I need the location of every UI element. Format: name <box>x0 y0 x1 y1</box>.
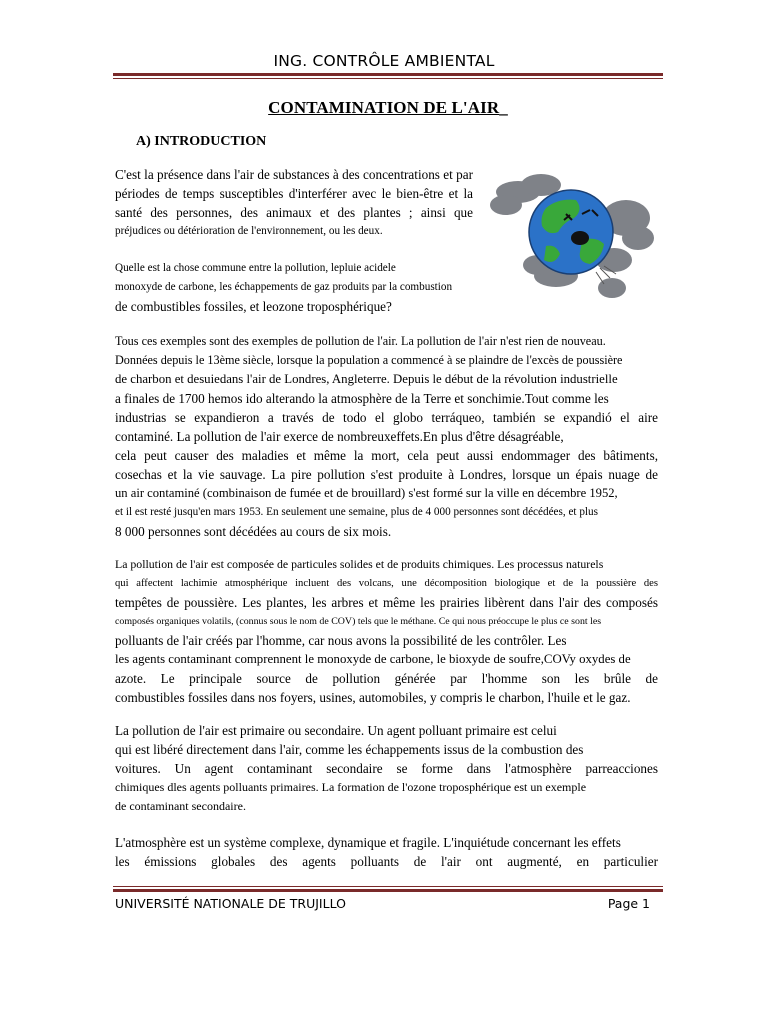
text-line: combustibles fossiles dans nos foyers, usines, automobiles, y compris le charbon, l'huile et le gaz. <box>115 690 631 705</box>
text-line: contaminé. La pollution de l'air exerce de nombreuxeffets.En plus d'être désagréable, <box>115 429 564 444</box>
text-line: préjudices ou détérioration de l'environnement, ou les deux. <box>115 225 383 237</box>
text-line: un air contaminé (combinaison de fumée et de brouillard) s'est formé sur la ville en décembre 1952, <box>115 486 618 500</box>
text-line: azote. Le principale source de pollution générée par l'homme son les brûle de <box>115 671 658 686</box>
section-heading: A) INTRODUCTION <box>136 134 267 149</box>
text-line: voitures. Un agent contaminant secondaire se forme dans l'atmosphère parreacciones <box>115 761 658 776</box>
text-line: polluants de l'air créés par l'homme, car nous avons la possibilité de les contrôler. Les <box>115 633 567 648</box>
footer-rule <box>113 886 663 892</box>
text-line: de combustibles fossiles, et leozone troposphérique? <box>115 299 392 314</box>
text-line: tempêtes de poussière. Les plantes, les arbres et même les prairies libèrent dans l'air des composés <box>115 595 658 610</box>
text-line: C'est la présence dans l'air de substances à des concentrations et par <box>115 167 473 182</box>
text-line: a finales de 1700 hemos ido alterando la atmosphère de la Terre et sonchimie.Tout comme les <box>115 391 609 406</box>
text-line: Données depuis le 13ème siècle, lorsque la population a commencé à se plaindre de l'excès de poussière <box>115 353 623 367</box>
text-line: de contaminant secondaire. <box>115 799 246 813</box>
text-line: monoxyde de carbone, les échappements de gaz produits par la combustion <box>115 281 453 293</box>
text-line: Quelle est la chose commune entre la pollution, lepluie acidele <box>115 262 396 274</box>
text-line: composés organiques volatils, (connus sous le nom de COV) tels que le méthane. Ce qui nous préoccupe le plus ce sont les <box>115 616 602 627</box>
text-line: Tous ces exemples sont des exemples de pollution de l'air. La pollution de l'air n'est rien de nouveau. <box>115 334 606 348</box>
polluted-earth-icon <box>486 170 656 308</box>
header-title: ING. CONTRÔLE AMBIENTAL <box>273 52 495 70</box>
text-line: La pollution de l'air est primaire ou secondaire. Un agent polluant primaire est celui <box>115 723 557 738</box>
header-rule <box>113 73 663 79</box>
text-line: les émissions globales des agents polluants de l'air ont augmenté, en particulier <box>115 854 658 869</box>
paragraph-2 <box>115 259 468 316</box>
text-line: qui affectent lachimie atmosphérique incluent des volcans, une décomposition biologique et de la poussière des <box>115 578 658 589</box>
footer-university: UNIVERSITÉ NATIONALE DE TRUJILLO <box>115 896 346 911</box>
text-line: et il est resté jusqu'en mars 1953. En seulement une semaine, plus de 4 000 personnes sont décédées, et plus <box>115 506 598 518</box>
text-line: 8 000 personnes sont décédées au cours de six mois. <box>115 524 392 539</box>
text-line: chimiques dles agents polluants primaires. La formation de l'ozone troposphérique est un exemple <box>115 780 587 794</box>
paragraph-4 <box>115 555 658 707</box>
page-number: Page 1 <box>607 896 650 911</box>
paragraph-6 <box>115 833 658 871</box>
text-line: La pollution de l'air est composée de particules solides et de produits chimiques. Les processus naturels <box>115 557 604 571</box>
paragraph-3 <box>115 332 658 541</box>
text-line: L'atmosphère est un système complexe, dynamique et fragile. L'inquiétude concernant les effets <box>115 835 621 850</box>
text-line: qui est libéré directement dans l'air, comme les échappements issus de la combustion des <box>115 742 584 757</box>
text-line: périodes de temps susceptibles d'interférer avec le bien-être et la <box>115 186 473 201</box>
text-line: santé des personnes, des animaux et des plantes ; ainsi que <box>115 205 473 220</box>
document-title: CONTAMINATION DE L'AIR_ <box>268 98 508 117</box>
text-line: cosechas et la vie sauvage. La pire pollution s'est produite à Londres, lorsque un épais nuage de <box>115 467 658 482</box>
text-line: de charbon et desuiedans l'air de Londres, Angleterre. Depuis le début de la révolution industrielle <box>115 372 618 386</box>
paragraph-1 <box>115 165 473 241</box>
text-line: les agents contaminant comprennent le monoxyde de carbone, le bioxyde de soufre,COVy oxydes de <box>115 652 631 666</box>
text-line: cela peut causer des maladies et même la mort, cela peut aussi endommager des bâtiments, <box>115 448 658 463</box>
text-line: industrias se expandieron a través de todo el globo terráqueo, también se expandió el aire <box>115 410 658 425</box>
paragraph-5 <box>115 721 658 816</box>
